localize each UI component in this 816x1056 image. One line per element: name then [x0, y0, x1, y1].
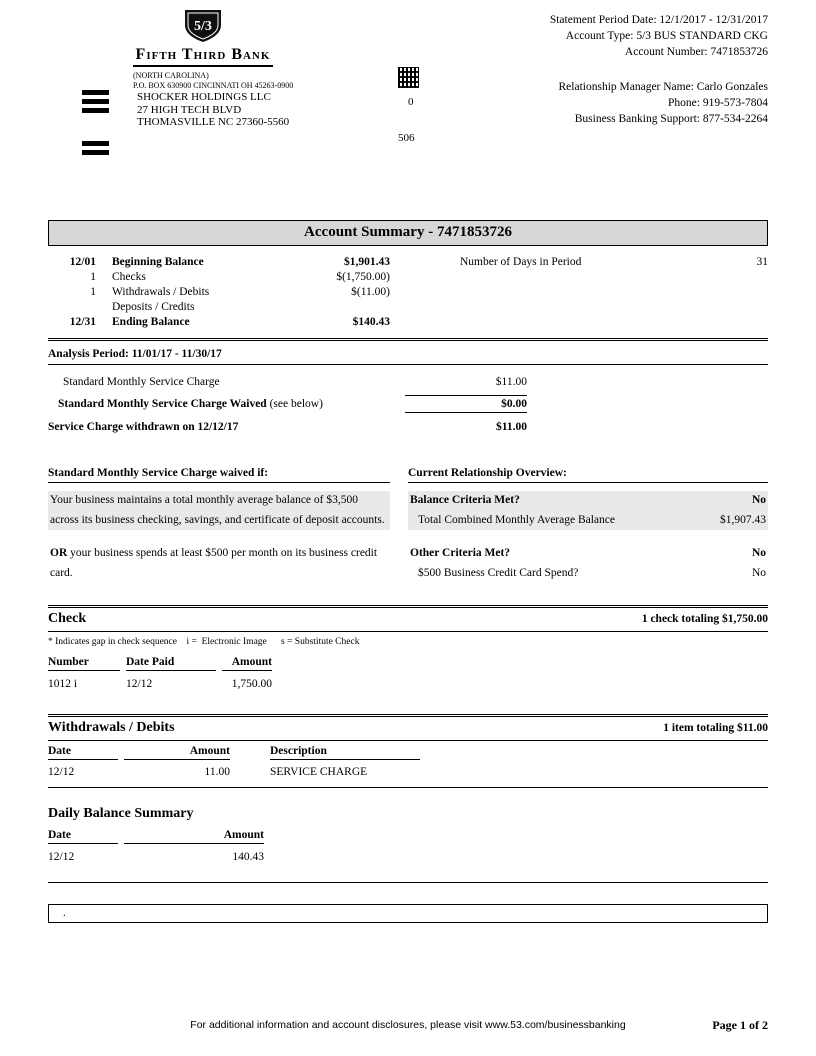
recipient-city: THOMASVILLE NC 27360-5560 — [137, 116, 290, 128]
summary-row-checks — [48, 270, 768, 285]
summary-amount: $(1,750.00) — [336, 271, 390, 283]
column-header-amount: Amount — [222, 656, 272, 671]
check-section-title: Check — [48, 611, 87, 626]
summary-row-ending-balance — [48, 315, 768, 330]
relationship-overview-title: Current Relationship Overview: — [408, 467, 768, 483]
daily-balance-date-cell: 12/12 — [48, 851, 75, 863]
bank-name: Fifth Third Bank — [133, 46, 273, 67]
statement-content — [48, 220, 768, 923]
summary-date: 12/31 — [69, 316, 96, 328]
recipient-address — [137, 91, 289, 129]
balance-criteria-row — [408, 491, 768, 511]
account-type: Account Type: 5/3 BUS STANDARD CKG — [565, 30, 768, 42]
recipient-street: 27 HIGH TECH BLVD — [137, 103, 242, 116]
page-number: Page 1 of 2 — [712, 1018, 768, 1032]
check-table-row — [48, 678, 768, 692]
bank-po-box: P.O. BOX 630900 CINCINNATI OH 45263-0900 — [133, 81, 294, 90]
recipient-name: SHOCKER HOLDINGS LLC — [137, 91, 271, 103]
withdrawal-date-cell: 12/12 — [48, 766, 75, 778]
column-header-number: Number — [48, 656, 120, 671]
mail-bar — [82, 150, 109, 155]
bank-region: (NORTH CAROLINA) — [133, 71, 209, 80]
relationship-manager: Relationship Manager Name: Carlo Gonzales — [558, 81, 768, 93]
column-header-amount: Amount — [124, 745, 230, 760]
waiver-condition-balance: Your business maintains a total monthly average balance of $3,500 across its business checking, savings, and certificate of deposit accounts. — [48, 491, 390, 530]
mail-bar — [82, 99, 109, 104]
analysis-label-rest: (see below) — [266, 398, 323, 410]
card-spend-row — [408, 564, 768, 584]
check-legend: * Indicates gap in check sequence i = Electronic Image s = Substitute Check — [48, 637, 360, 647]
analysis-row-charge-withdrawn — [48, 421, 527, 433]
balance-criteria-value: No — [751, 494, 766, 506]
summary-label: Checks — [112, 271, 146, 283]
analysis-value: $11.00 — [495, 376, 527, 388]
account-number: Account Number: 7471853726 — [624, 46, 768, 58]
divider-double-rule — [48, 338, 768, 341]
waiver-criteria-section — [48, 467, 768, 583]
check-title-row — [48, 608, 768, 632]
shield-53-text: 5/3 — [194, 19, 212, 34]
check-number-cell: 1012 i — [48, 678, 78, 690]
combined-balance-value: $1,907.43 — [720, 513, 766, 526]
card-spend-value: No — [751, 566, 766, 579]
divider-rule — [48, 882, 768, 883]
other-criteria-label: Other Criteria Met? — [410, 547, 511, 559]
statement-period: Statement Period Date: 12/1/2017 - 12/31/2017 — [549, 14, 768, 26]
mail-code-506: 506 — [398, 132, 415, 144]
mail-bar — [82, 90, 109, 95]
withdrawals-table-headers — [48, 745, 768, 760]
summary-amount: $1,901.43 — [344, 256, 390, 268]
waiver-condition-spend — [48, 544, 390, 583]
account-summary-table — [48, 246, 768, 338]
relationship-overview-column — [408, 467, 768, 583]
combined-balance-label: Total Combined Monthly Average Balance — [418, 513, 615, 526]
daily-balance-section — [48, 806, 768, 883]
summary-amount: $(11.00) — [351, 286, 390, 298]
withdrawals-title-row — [48, 717, 768, 741]
check-date-cell: 12/12 — [126, 678, 153, 690]
analysis-row-charge-waived — [48, 395, 527, 413]
other-criteria-value: No — [751, 547, 766, 559]
mail-sort-bars-top — [82, 90, 109, 117]
summary-count — [48, 300, 96, 315]
summary-date: 12/01 — [69, 256, 96, 268]
column-header-date: Date — [48, 829, 118, 844]
check-amount-cell: 1,750.00 — [231, 678, 272, 690]
days-in-period-label: Number of Days in Period — [460, 256, 582, 268]
analysis-value: $0.00 — [405, 395, 527, 413]
analysis-label: Standard Monthly Service Charge — [63, 376, 220, 388]
analysis-label-bold: Standard Monthly Service Charge Waived — [58, 398, 267, 410]
withdrawals-section-title: Withdrawals / Debits — [48, 720, 175, 735]
daily-balance-title: Daily Balance Summary — [48, 806, 194, 821]
combined-balance-row — [408, 511, 768, 531]
manager-phone: Phone: 919-573-7804 — [668, 97, 768, 109]
divider-rule — [48, 787, 768, 788]
summary-row-withdrawals — [48, 285, 768, 300]
or-bold: OR — [50, 547, 68, 559]
other-criteria-row — [408, 544, 768, 564]
daily-balance-row — [48, 851, 768, 865]
column-header-amount: Amount — [124, 829, 264, 844]
withdrawals-table-row — [48, 766, 768, 780]
account-summary-header: Account Summary - 7471853726 — [48, 220, 768, 246]
analysis-value: $11.00 — [496, 421, 527, 433]
withdrawal-amount-cell: 11.00 — [204, 766, 230, 778]
fifth-third-shield-icon — [182, 8, 224, 44]
summary-label: Beginning Balance — [112, 256, 204, 268]
column-header-date-paid: Date Paid — [126, 656, 216, 671]
support-phone: Business Banking Support: 877-534-2264 — [574, 113, 768, 125]
waiver-conditions-column — [48, 467, 390, 583]
balance-criteria-label: Balance Criteria Met? — [410, 494, 520, 506]
analysis-row-service-charge — [48, 376, 527, 388]
mail-bar — [82, 141, 109, 146]
summary-amount: $140.43 — [352, 316, 390, 328]
contact-info — [559, 79, 769, 127]
summary-row-beginning-balance — [48, 255, 768, 270]
waiver-conditions-title: Standard Monthly Service Charge waived if: — [48, 467, 390, 483]
mail-sort-bars-bottom — [82, 141, 109, 159]
footer-disclosure: For additional information and account disclosures, please visit www.53.com/businessbanking — [190, 1019, 626, 1031]
bank-logo-block — [133, 8, 294, 90]
withdrawals-section — [48, 714, 768, 788]
summary-label: Deposits / Credits — [112, 301, 195, 313]
column-header-date: Date — [48, 745, 118, 760]
card-spend-label: $500 Business Credit Card Spend? — [418, 566, 579, 579]
analysis-label — [58, 398, 323, 410]
summary-amount — [262, 300, 390, 315]
statement-info — [550, 12, 768, 60]
analysis-period-title: Analysis Period: 11/01/17 - 11/30/17 — [48, 343, 768, 365]
message-box: . — [48, 904, 768, 923]
analysis-label: Service Charge withdrawn on 12/12/17 — [48, 421, 239, 433]
daily-balance-amount-cell: 140.43 — [232, 851, 264, 863]
condition-spend-text: your business spends at least $500 per month on its business credit card. — [50, 547, 378, 579]
summary-count: 1 — [90, 286, 96, 298]
summary-label: Ending Balance — [112, 316, 190, 328]
summary-label: Withdrawals / Debits — [112, 286, 210, 298]
withdrawals-section-total: 1 item totaling $11.00 — [663, 722, 768, 734]
check-section — [48, 605, 768, 692]
check-section-total: 1 check totaling $1,750.00 — [641, 613, 768, 625]
summary-row-deposits — [48, 300, 768, 315]
barcode — [398, 67, 419, 88]
days-in-period-value: 31 — [756, 256, 768, 268]
check-table-headers — [48, 656, 768, 671]
daily-balance-headers — [48, 829, 768, 844]
column-header-description: Description — [270, 745, 420, 760]
withdrawal-description-cell: SERVICE CHARGE — [270, 766, 368, 778]
summary-count: 1 — [90, 271, 96, 283]
mail-bar — [82, 108, 109, 113]
mail-code-0: 0 — [408, 96, 414, 108]
